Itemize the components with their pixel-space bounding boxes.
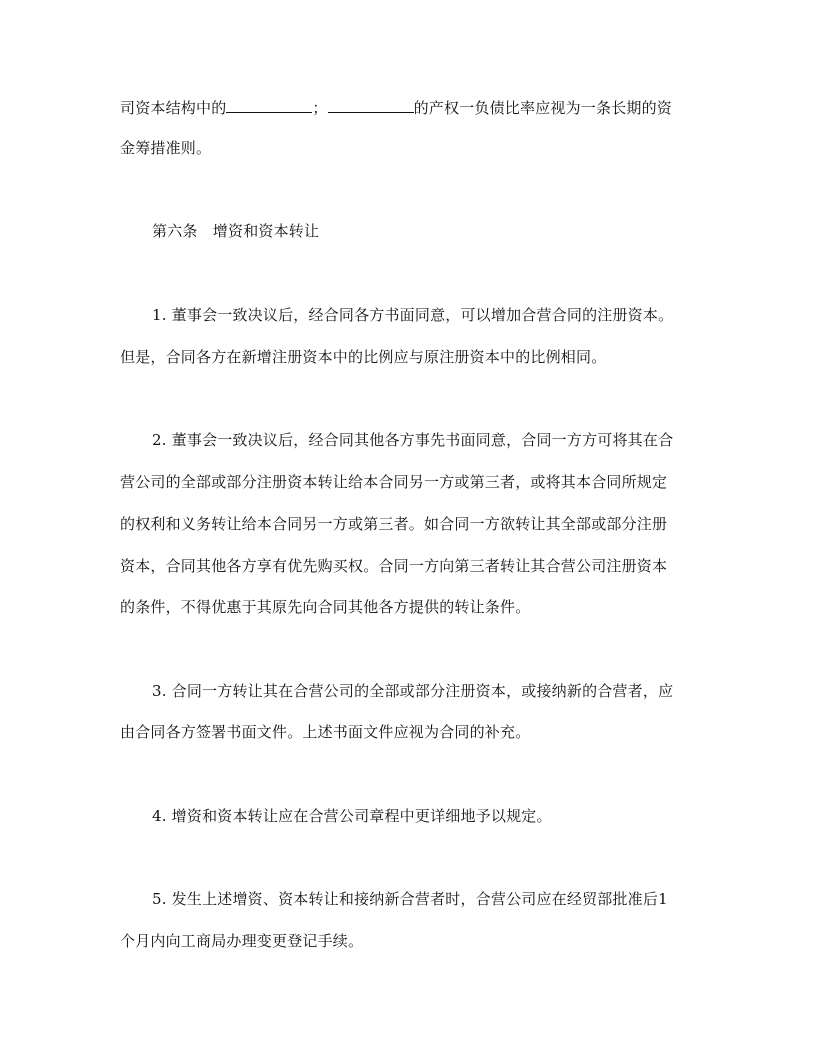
intro-line-2: 金筹措准则。 [120,139,212,157]
clause-3-line-2: 由合同各方签署书面文件。上述书面文件应视为合同的补充。 [120,723,531,741]
clause-4-line-1: 4. 增资和资本转让应在合营公司章程中更详细地予以规定。 [152,807,552,825]
intro-line-1 [120,96,672,118]
clause-2-line-5: 的条件，不得优惠于其原先向合同其他各方提供的转让条件。 [120,598,531,616]
clause-5-line-1: 5. 发生上述增资、资本转让和接纳新合营者时，合营公司应在经贸部批准后1 [152,890,668,908]
clause-2-line-4: 资本，合同其他各方享有优先购买权。合同一方向第三者转让其合营公司注册资本 [120,557,668,575]
clause-2-line-3: 的权利和义务转让给本合同另一方或第三者。如合同一方欲转让其全部或部分注册 [120,515,668,533]
clause-5-line-2: 个月内向工商局办理变更登记手续。 [120,932,364,950]
intro-text-after: 的产权一负债比率应视为一条长期的资 [413,99,673,117]
clause-2-line-1: 2. 董事会一致决议后，经合同其他各方事先书面同意，合同一方方可将其在合 [152,431,674,449]
intro-text-before: 司资本结构中的 [120,99,227,117]
clause-1-line-1: 1. 董事会一致决议后，经合同各方书面同意，可以增加合营合同的注册资本。 [152,306,674,324]
fill-in-blank-2 [328,96,414,113]
article-heading: 第六条 增资和资本转让 [152,222,320,240]
clause-3-line-1: 3. 合同一方转让其在合营公司的全部或部分注册资本，或接纳新的合营者，应 [152,682,674,700]
intro-separator: ； [312,99,328,117]
fill-in-blank-1 [226,96,312,113]
clause-2-line-2: 营公司的全部或部分注册资本转让给本合同另一方或第三者，或将其本合同所规定 [120,473,668,491]
clause-1-line-2: 但是，合同各方在新增注册资本中的比例应与原注册资本中的比例相同。 [120,348,607,366]
